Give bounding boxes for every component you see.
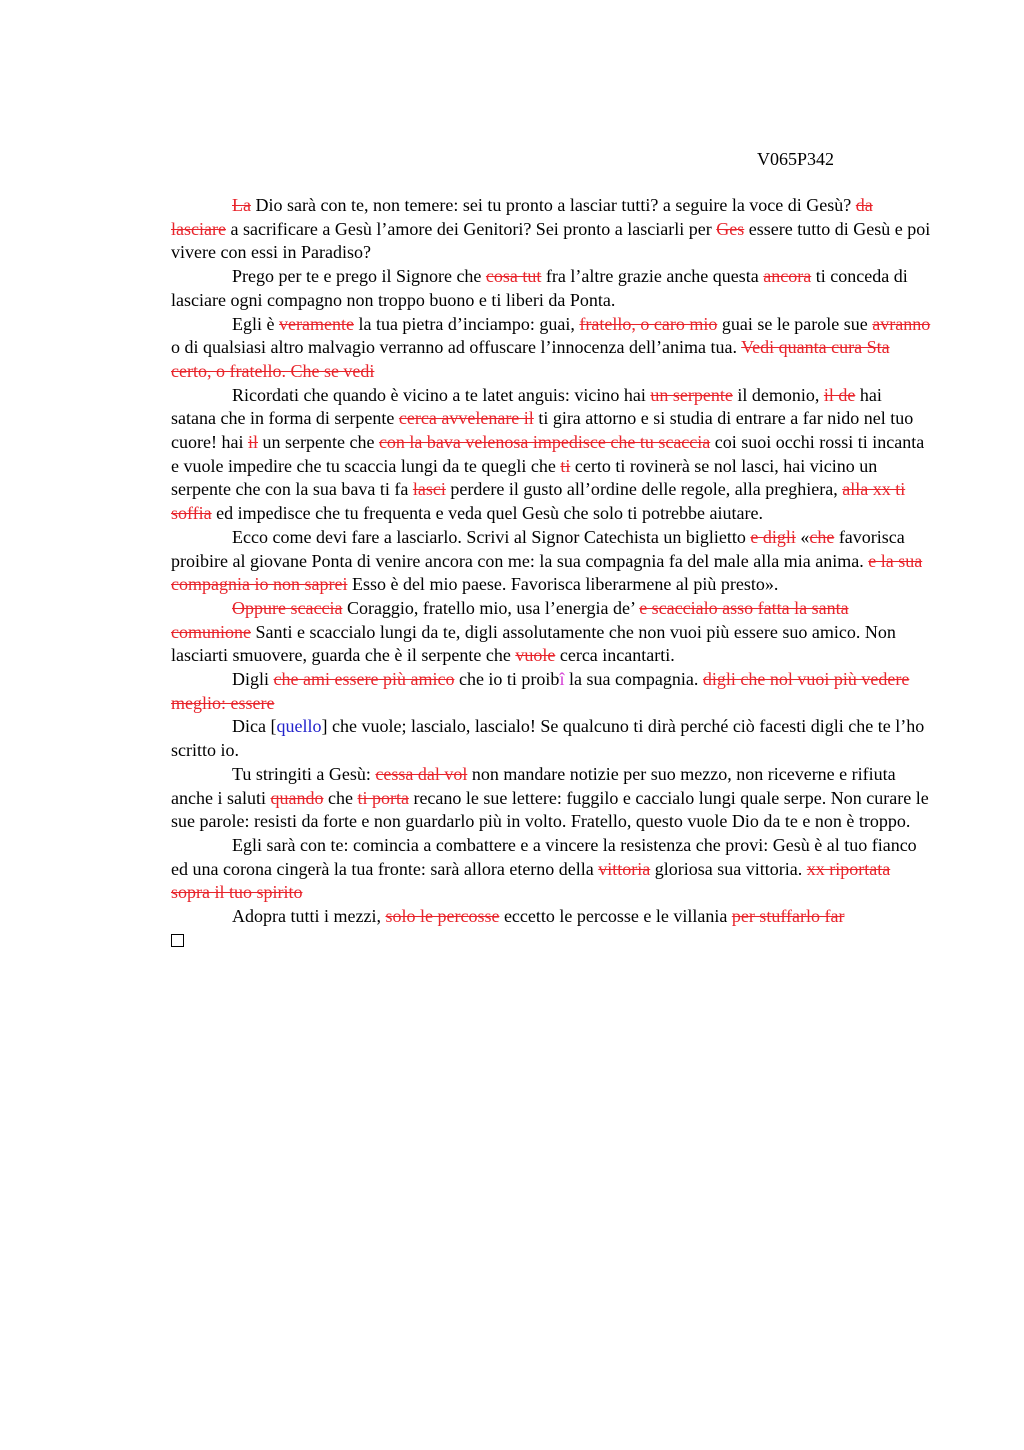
paragraph — [171, 265, 931, 312]
deleted-text: che — [809, 526, 835, 547]
text-segment: certo ti rovinerà se nol lasci, hai vicino un serpente che con la sua bava ti fa — [171, 455, 878, 500]
deleted-text: con la bava velenosa impedisce che tu scaccia — [378, 432, 711, 453]
text-segment: Prego per te e prego il Signore che — [232, 266, 486, 287]
text-segment: Egli sarà con te: comincia a combattere e a vincere la resistenza che provi: Gesù è al tuo fianco ed una corona cingerà la tua fronte: sarà allora eterno della — [171, 834, 917, 879]
paragraph — [171, 668, 931, 715]
text-segment: a sacrificare a Gesù l’amore dei Genitori? Sei pronto a lasciarli per — [225, 218, 717, 239]
paragraph — [171, 313, 931, 384]
deleted-text: Vedi quanta cura Sta certo, o fratello. Che se vedi — [171, 337, 890, 381]
deleted-text: solo le percosse — [385, 906, 500, 927]
inserted-text: quello — [276, 716, 322, 737]
text-segment: un serpente che — [257, 432, 379, 453]
paragraph — [171, 905, 931, 929]
text-segment: non mandare notizie per suo mezzo, non riceverne e rifiuta anche i saluti — [171, 763, 896, 808]
deleted-text: digli che nol vuoi più vedere meglio: essere — [171, 669, 910, 713]
deleted-text: cerca avvelenare il — [398, 408, 534, 429]
text-segment: Digli — [232, 669, 274, 690]
text-segment: la tua pietra d’inciampo: guai, — [353, 313, 580, 334]
deleted-text: La — [232, 195, 251, 215]
text-segment: Dio sarà con te, non temere: sei tu pronto a lasciar tutti? a seguire la voce di Gesù? — [250, 195, 856, 215]
paragraph — [171, 597, 931, 668]
text-segment: eccetto le percosse e le villania — [499, 906, 732, 927]
deleted-text: avranno — [872, 313, 931, 334]
deleted-text: il — [247, 432, 258, 453]
text-segment: Ricordati che quando è vicino a te latet anguis: vicino hai — [232, 384, 651, 405]
deleted-text: e la sua compagnia io non saprei — [171, 550, 923, 595]
paragraph — [171, 834, 931, 905]
deleted-text: Ges — [716, 218, 745, 239]
text-segment: Tu stringiti a Gesù: — [232, 763, 376, 784]
deleted-text: un serpente — [650, 384, 733, 405]
paragraph — [171, 763, 931, 834]
text-segment: che — [323, 787, 358, 808]
deleted-text: quando — [270, 787, 324, 808]
text-segment: ti gira attorno e si studia di entrare a far nido nel tuo cuore! hai — [171, 408, 914, 453]
deleted-text: e digli — [750, 526, 796, 547]
deleted-text: da lasciare — [171, 195, 873, 239]
text-segment: ed impedisce che tu frequenta e veda quel Gesù che solo ti potrebbe aiutare. — [211, 503, 763, 524]
text-segment: ti conceda di lasciare ogni compagno non troppo buono e ti liberi da Ponta. — [171, 266, 908, 310]
deleted-text: fratello, o caro mio — [579, 313, 718, 334]
text-segment: gloriosa sua vittoria. — [650, 858, 807, 879]
text-segment: favorisca proibire al giovane Ponta di venire ancora con me: la sua compagnia fa del male alla mia anima. — [171, 526, 905, 571]
deleted-text: veramente — [279, 313, 354, 334]
deleted-text: lasci — [412, 479, 446, 500]
deleted-text: cessa dal vol — [375, 763, 468, 784]
text-segment: Egli è — [232, 313, 279, 334]
text-segment: Adopra tutti i mezzi, — [232, 906, 386, 927]
text-segment: fra l’altre grazie anche questa — [541, 266, 764, 287]
text-segment: essere tutto di Gesù e poi vivere con essi in Paradiso? — [171, 218, 931, 263]
deleted-text: ti porta — [357, 787, 409, 808]
paragraph — [171, 715, 931, 762]
paragraph — [171, 526, 931, 597]
highlighted-char: î — [559, 669, 565, 690]
text-segment: Santi e scaccialo lungi da te, digli assolutamente che non vuoi più essere suo amico. Non lasciarti smuovere, guarda che è il serpente che — [171, 621, 896, 666]
deleted-text: che ami essere più amico — [273, 669, 455, 690]
end-marker — [171, 929, 931, 953]
text-segment: perdere il gusto all’ordine delle regole, alla preghiera, — [445, 479, 843, 500]
text-segment: il demonio, — [732, 384, 824, 405]
text-segment: Coraggio, fratello mio, usa l’energia de’ — [342, 597, 640, 618]
text-segment: Ecco come devi fare a lasciarlo. Scrivi al Signor Catechista un biglietto — [232, 526, 751, 547]
text-segment: Esso è del mio paese. Favorisca liberarmene al più presto». — [347, 574, 779, 595]
text-segment: che io ti proib — [454, 669, 560, 690]
deleted-text: vuole — [515, 645, 556, 666]
deleted-text: xx riportata sopra il tuo spirito — [171, 858, 891, 903]
text-segment: guai se le parole sue — [717, 313, 873, 334]
deleted-text: per stuffarlo far — [731, 906, 845, 927]
deleted-text: ti — [560, 455, 571, 476]
deleted-text: il de — [823, 384, 856, 405]
text-segment: cerca incantarti. — [555, 645, 675, 666]
text-segment: ] che vuole; lascialo, lascialo! Se qualcuno ti dirà perché ciò facesti digli che te l’ho scritto io. — [171, 716, 925, 761]
text-segment: coi suoi occhi rossi ti incanta e vuole impedire che tu scaccia lungi da te quegli che — [171, 432, 925, 476]
text-segment: recano le sue lettere: fuggilo e caccialo lungi quale serpe. Non curare le sue parole: resisti da forte e non guardarlo più in volto. Fratello, questo vuole Dio da te e non è troppo. — [171, 787, 929, 832]
square-box-icon — [171, 934, 184, 947]
text-segment: Dica [ — [232, 716, 277, 737]
deleted-text: ancora — [763, 266, 812, 287]
paragraph — [171, 384, 931, 526]
deleted-text: cosa tut — [485, 266, 542, 287]
page-identifier: V065P342 — [757, 149, 835, 169]
deleted-text: vittoria — [598, 858, 651, 879]
paragraph — [171, 194, 931, 265]
deleted-text: Oppure scaccia — [232, 597, 343, 618]
text-segment: la sua compagnia. — [564, 669, 703, 690]
document-body — [171, 194, 931, 953]
deleted-text: e scaccialo asso fatta la santa comunione — [171, 597, 849, 642]
text-segment: « — [795, 526, 810, 547]
text-segment: o di qualsiasi altro malvagio verranno ad offuscare l’innocenza dell’anima tua. — [171, 337, 742, 358]
deleted-text: alla xx ti soffia — [171, 479, 906, 524]
text-segment: hai satana che in forma di serpente — [171, 384, 882, 429]
